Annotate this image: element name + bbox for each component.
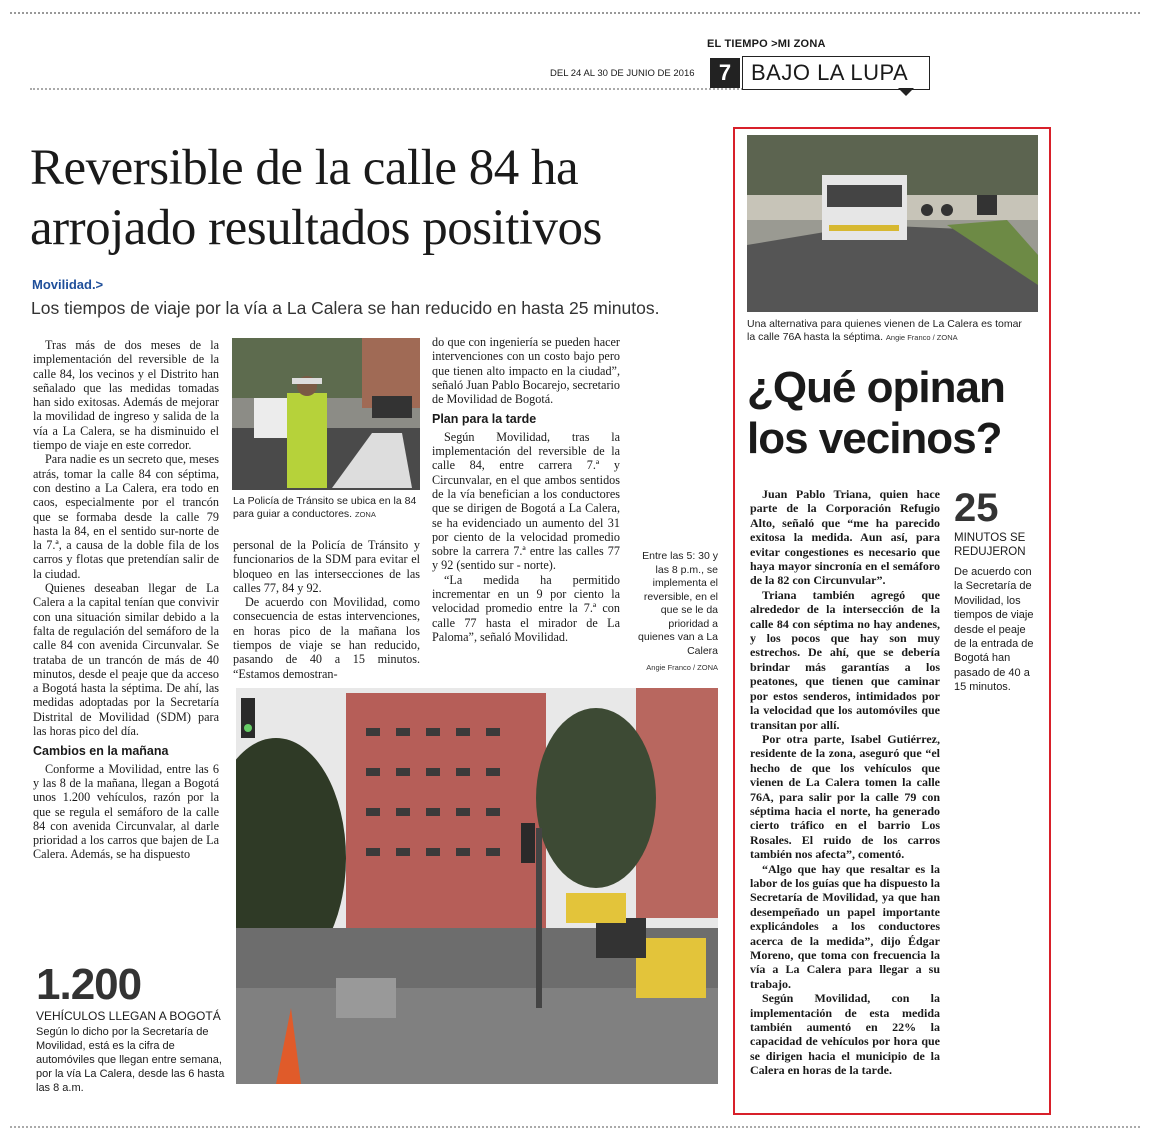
photo-caption-side: [632, 550, 718, 675]
sidebar-photo-caption: [747, 318, 1032, 344]
article-subhead: Los tiempos de viaje por la vía a La Calera se han reducido en hasta 25 minutos.: [31, 298, 660, 318]
column-subhead: Cambios en la mañana: [33, 744, 169, 759]
paragraph: Triana también agregó que alrededor de la intersección de la calle 84 con séptima no hay andenes, y los pocos que hay son muy estrechos. De ahí, que se debería brindar más garantías a los peatones, que tienen que caminar por estos senderos, intimidados por la velocidad que los automóviles que transitan por allí.: [750, 587, 940, 732]
caption-text: Entre las 5: 30 y las 8 p.m., se implementa el reversible, en el que se le da prioridad a quienes van a La Calera: [638, 550, 718, 657]
paragraph: Conforme a Movilidad, entre las 6 y las 8 de la mañana, llegan a Bogotá unos 1.200 vehículos, razón por la que se regula el semáforo de la calle 84 con avenida Circunvalar, al darle prioridad a los carros que bajen de La Calera. Además, se ha dispuesto: [33, 761, 219, 862]
paragraph: Quienes deseaban llegar de La Calera a la capital tenían que convivir con una situación similar debido a la falta de regulación del semáforo de la calle 84 con avenida Circunvalar. Se trataba de un trancón de más de 40 minutos, desde el peaje que da acceso a Bogotá hasta la séptima. De ahí, las medidas adoptadas por la Secretaría Distrital de Movilidad (SDM) para las horas pico del día.: [33, 581, 219, 739]
caption-text: La Policía de Tránsito se ubica en la 84 para guiar a conductores.: [233, 495, 417, 520]
stat-box-minutes: [954, 487, 1040, 695]
page-header: [0, 0, 1149, 100]
section-box: [742, 56, 930, 90]
photo-calle-76a: [747, 135, 1038, 312]
page-number: 7: [718, 60, 732, 85]
stat-number: 1.200: [36, 960, 142, 1009]
column-subhead: Plan para la tarde: [432, 412, 537, 427]
stat-number: 25: [954, 486, 999, 530]
stat-label: VEHÍCULOS LLEGAN A BOGOTÁ: [36, 1009, 221, 1023]
paragraph: De acuerdo con Movilidad, como consecuencia de estas intervenciones, en horas pico de la mañana los tiempos de viaje se han reducido, pasando de 40 a 15 minutos. “Estamos demostran-: [233, 595, 420, 681]
paragraph: personal de la Policía de Tránsito y funcionarios de la SDM para evitar el bloqueo en las intersecciones de las calles 77, 84 y 92.: [233, 538, 420, 595]
stat-text: Según lo dicho por la Secretaría de Movilidad, está es la cifra de automóviles que llegan entre semana, por la vía La Calera, desde las 6 hasta las 8 a.m.: [36, 1026, 225, 1094]
sidebar-headline-line-1: ¿Qué opinan: [747, 363, 1005, 412]
paragraph: Para nadie es un secreto que, meses atrás, tomar la calle 84 con séptima, con destino a La Calera, era todo en caos, especialmente por el trancón que se formaba desde la calle 79 hasta la 84, en el sentido sur-norte de la 7.ª, a causa de la doble fila de los carros y flotas que pretendían salir de la ciudad.: [33, 452, 219, 581]
headline: [30, 138, 730, 258]
paragraph: Según Movilidad, con la implementación de esta medida también aumentó en 22% la capacidad de vehículos por hora que se dirigen hacia el municipio de la Calera en horas de la tarde.: [750, 991, 940, 1078]
stat-label: MINUTOS SE REDUJERON: [954, 532, 1026, 558]
footer-rule: [10, 1126, 1140, 1128]
photo-traffic-police: [232, 338, 420, 490]
photo-caption: [233, 495, 423, 521]
article-tag: Movilidad.>: [32, 277, 104, 292]
photo-credit: Angie Franco / ZONA: [646, 663, 718, 672]
issue-date: DEL 24 AL 30 DE JUNIO DE 2016: [550, 68, 695, 79]
photo-intersection: [236, 688, 718, 1084]
stat-text: De acuerdo con la Secretaría de Movilidad, los tiempos de viaje desde el peaje de la entrada de Bogotá han pasado de 40 a 15 minutos.: [954, 566, 1034, 694]
headline-line-1: Reversible de la calle 84 ha: [30, 140, 579, 196]
sidebar-column: [750, 487, 940, 1078]
article-column-1: [33, 338, 219, 862]
article-column-2: [233, 538, 420, 681]
section-pointer-icon: [898, 88, 914, 96]
paragraph: do que con ingeniería se pueden hacer intervenciones con un costo bajo pero que tienen alto impacto en la ciudad”, señaló Juan Pablo Bocarejo, secretario de Movilidad de Bogotá.: [432, 335, 620, 407]
paragraph: Por otra parte, Isabel Gutiérrez, residente de la zona, aseguró que “el hecho de que los vehículos que vienen de La Calera tomen la calle 76A, para salir por la calle 79 con séptima hacia el norte, ha generado cierto tráfico en el barrio Los Rosales. El ruido de los carros también nos afecta”, comentó.: [750, 731, 940, 862]
caption-text: Una alternativa para quienes vienen de La Calera es tomar la calle 76A hasta la séptima.: [747, 318, 1022, 343]
headline-line-2: arrojado resultados positivos: [30, 200, 602, 256]
photo-credit: Angie Franco / ZONA: [885, 333, 958, 342]
article-column-3: [432, 335, 620, 644]
paragraph: “La medida ha permitido incrementar en un 9 por ciento la velocidad promedio entre la 7.ª con calle 77 hasta el mirador de La Paloma”, señaló Movilidad.: [432, 572, 620, 644]
paragraph: “Algo que hay que resaltar es la labor de los guías que ha dispuesto la Secretaría de Movilidad, ya que han desempeñado un papel importante explicándoles a los conductores acerca de la medida”, dijo Édgar Moreno, que toma con frecuencia la vía a La Calera para llegar a su trabajo.: [750, 861, 940, 991]
page-number-box: [710, 58, 740, 88]
photo-credit: ZONA: [355, 510, 376, 519]
header-rule: [10, 12, 1140, 14]
sidebar-headline: [747, 362, 1037, 464]
paragraph: Tras más de dos meses de la implementación del reversible de la calle 84, los vecinos y el Distrito han señalado que las medidas tomadas han sido exitosas. Además de mejorar la movilidad de ingreso y salida de la vía a La Calera, se ha disminuido el tiempo de viaje en este corredor.: [33, 338, 219, 453]
sidebar-headline-line-2: los vecinos?: [747, 414, 1002, 463]
paragraph: Según Movilidad, tras la implementación del reversible de la calle 84, entre carrera 7.ª y Circunvalar, en el que ambos sentidos de la vía benefician a los conductores que se dirigen de Bogotá a La Calera, se ha evidenciado un aumento del 31 por ciento de la velocidad promedio sobre la carrera 7.ª entre las calles 77 y 92 (sentido sur - norte).: [432, 429, 620, 573]
section-title: BAJO LA LUPA: [751, 60, 909, 85]
brand-label: EL TIEMPO >MI ZONA: [707, 38, 826, 50]
paragraph: Juan Pablo Triana, quien hace parte de la Corporación Refugio Alto, señaló que “me ha parecido exitosa la medida. Aun así, para evitar congestiones es necesario que haya mayor sincronía en el semáforo de la 82 con Circunvular”.: [750, 487, 940, 588]
stat-box-vehicles: [36, 960, 226, 1095]
